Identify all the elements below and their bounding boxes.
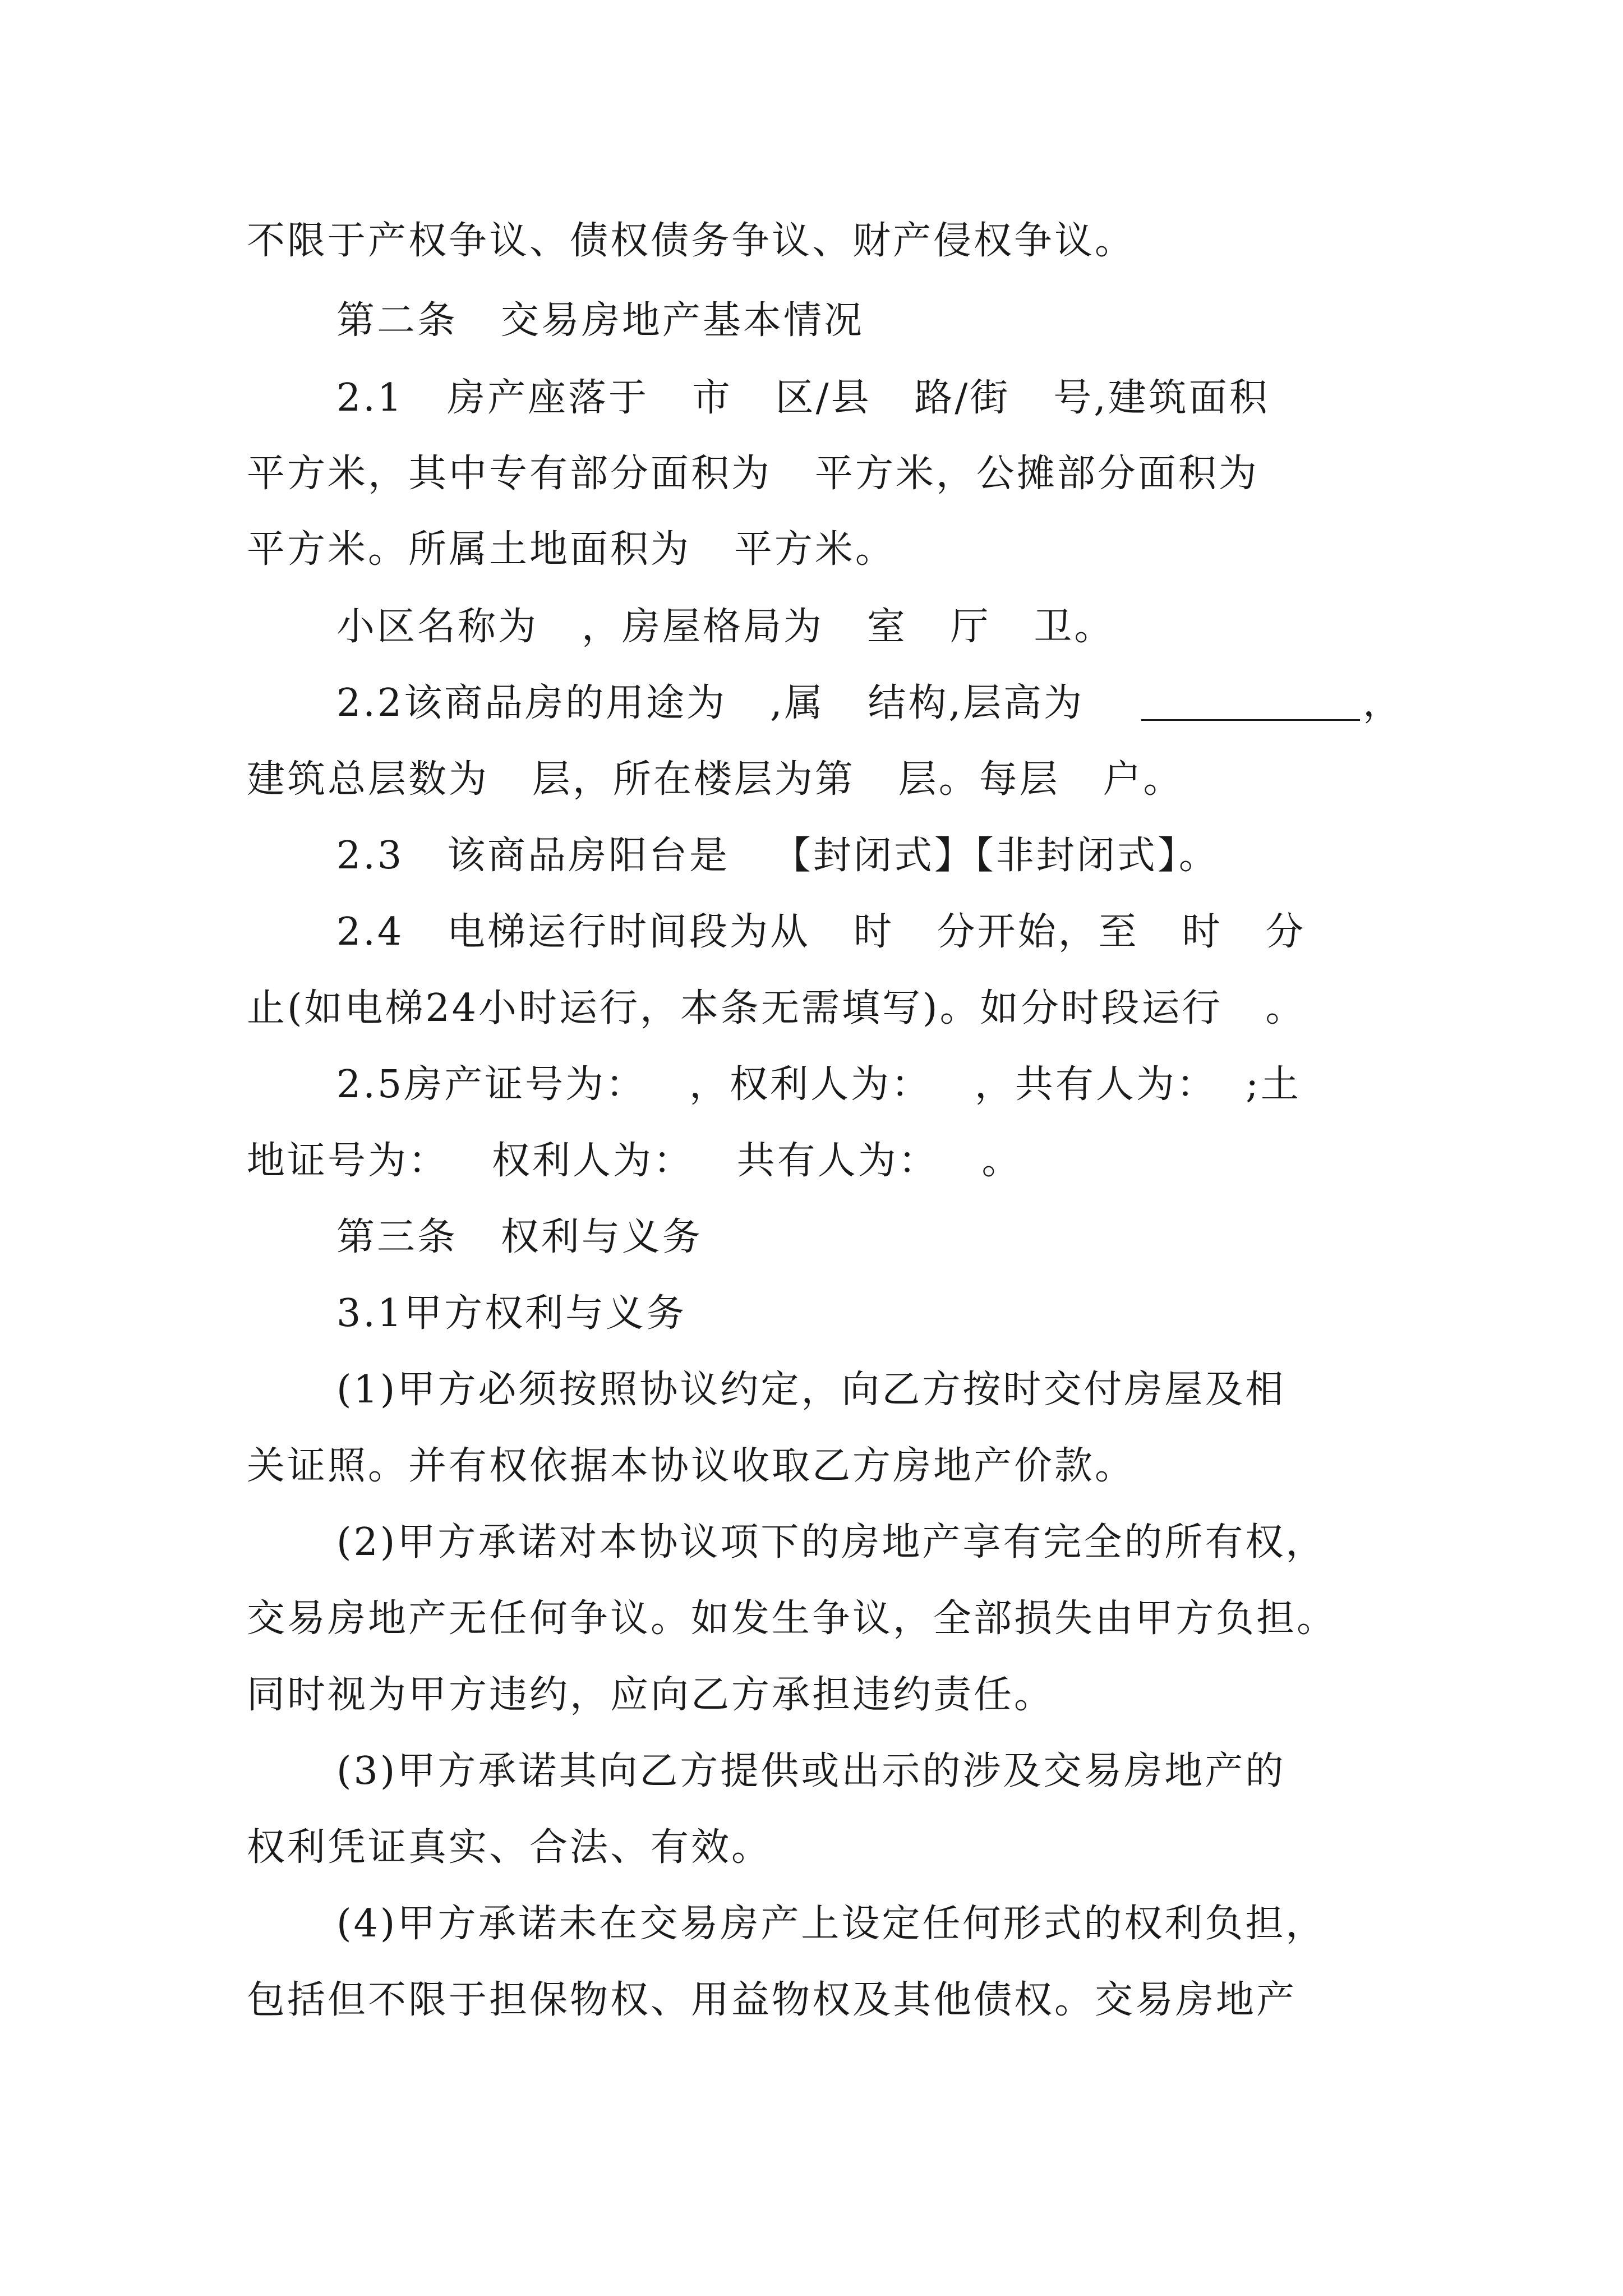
section-heading: 第二条 交易房地产基本情况 (336, 298, 864, 343)
text-line: (2)甲方承诺对本协议项下的房地产享有完全的所有权， (336, 1520, 1326, 1565)
text-line: ， (1363, 681, 1404, 725)
text-line: 2.5房产证号为： ，权利人为： ，共有人为： ;土 (336, 1062, 1301, 1107)
text-line: 2.1 房产座落于 市 区/县 路/街 号,建筑面积 (336, 376, 1270, 420)
text-line: 建筑总层数为 层，所在楼层为第 层。每层 户。 (247, 757, 1184, 802)
text-line: 2.3 该商品房阳台是 【封闭式】【非封闭式】。 (336, 834, 1219, 878)
subsection-heading: 3.1甲方权利与义务 (336, 1291, 687, 1336)
text-line: 止(如电梯24小时运行，本条无需填写)。如分时段运行 。 (247, 986, 1306, 1030)
text-line: (1)甲方必须按照协议约定，向乙方按时交付房屋及相 (336, 1368, 1286, 1412)
text-line: (4)甲方承诺未在交易房产上设定任何形式的权利负担， (336, 1902, 1326, 1946)
text-line: 2.4 电梯运行时间段为从 时 分开始，至 时 分 (336, 910, 1306, 954)
fill-in-blank (1141, 685, 1360, 721)
text-line: 权利凭证真实、合法、有效。 (247, 1825, 772, 1870)
text-line: 地证号为： 权利人为： 共有人为： 。 (247, 1139, 1022, 1183)
text-line: (3)甲方承诺其向乙方提供或出示的涉及交易房地产的 (336, 1749, 1286, 1793)
text-line: 2.2该商品房的用途为 ,属 结构,层高为 (336, 681, 1085, 725)
text-line: 交易房地产无任何争议。如发生争议，全部损失由甲方负担。 (247, 1596, 1338, 1641)
text-line: 平方米，其中专有部分面积为 平方米，公摊部分面积为 (247, 452, 1259, 496)
text-line: 小区名称为 ，房屋格局为 室 厅 卫。 (336, 605, 1115, 649)
text-line: 包括但不限于担保物权、用益物权及其他债权。交易房地产 (247, 1978, 1297, 2022)
text-line: 不限于产权争议、债权债务争议、财产侵权争议。 (247, 219, 1136, 263)
text-line: 同时视为甲方违约，应向乙方承担违约责任。 (247, 1673, 1055, 1717)
section-heading: 第三条 权利与义务 (336, 1215, 703, 1259)
text-line: 关证照。并有权依据本协议收取乙方房地产价款。 (247, 1444, 1136, 1488)
text-line: 平方米。所属土地面积为 平方米。 (247, 527, 896, 572)
